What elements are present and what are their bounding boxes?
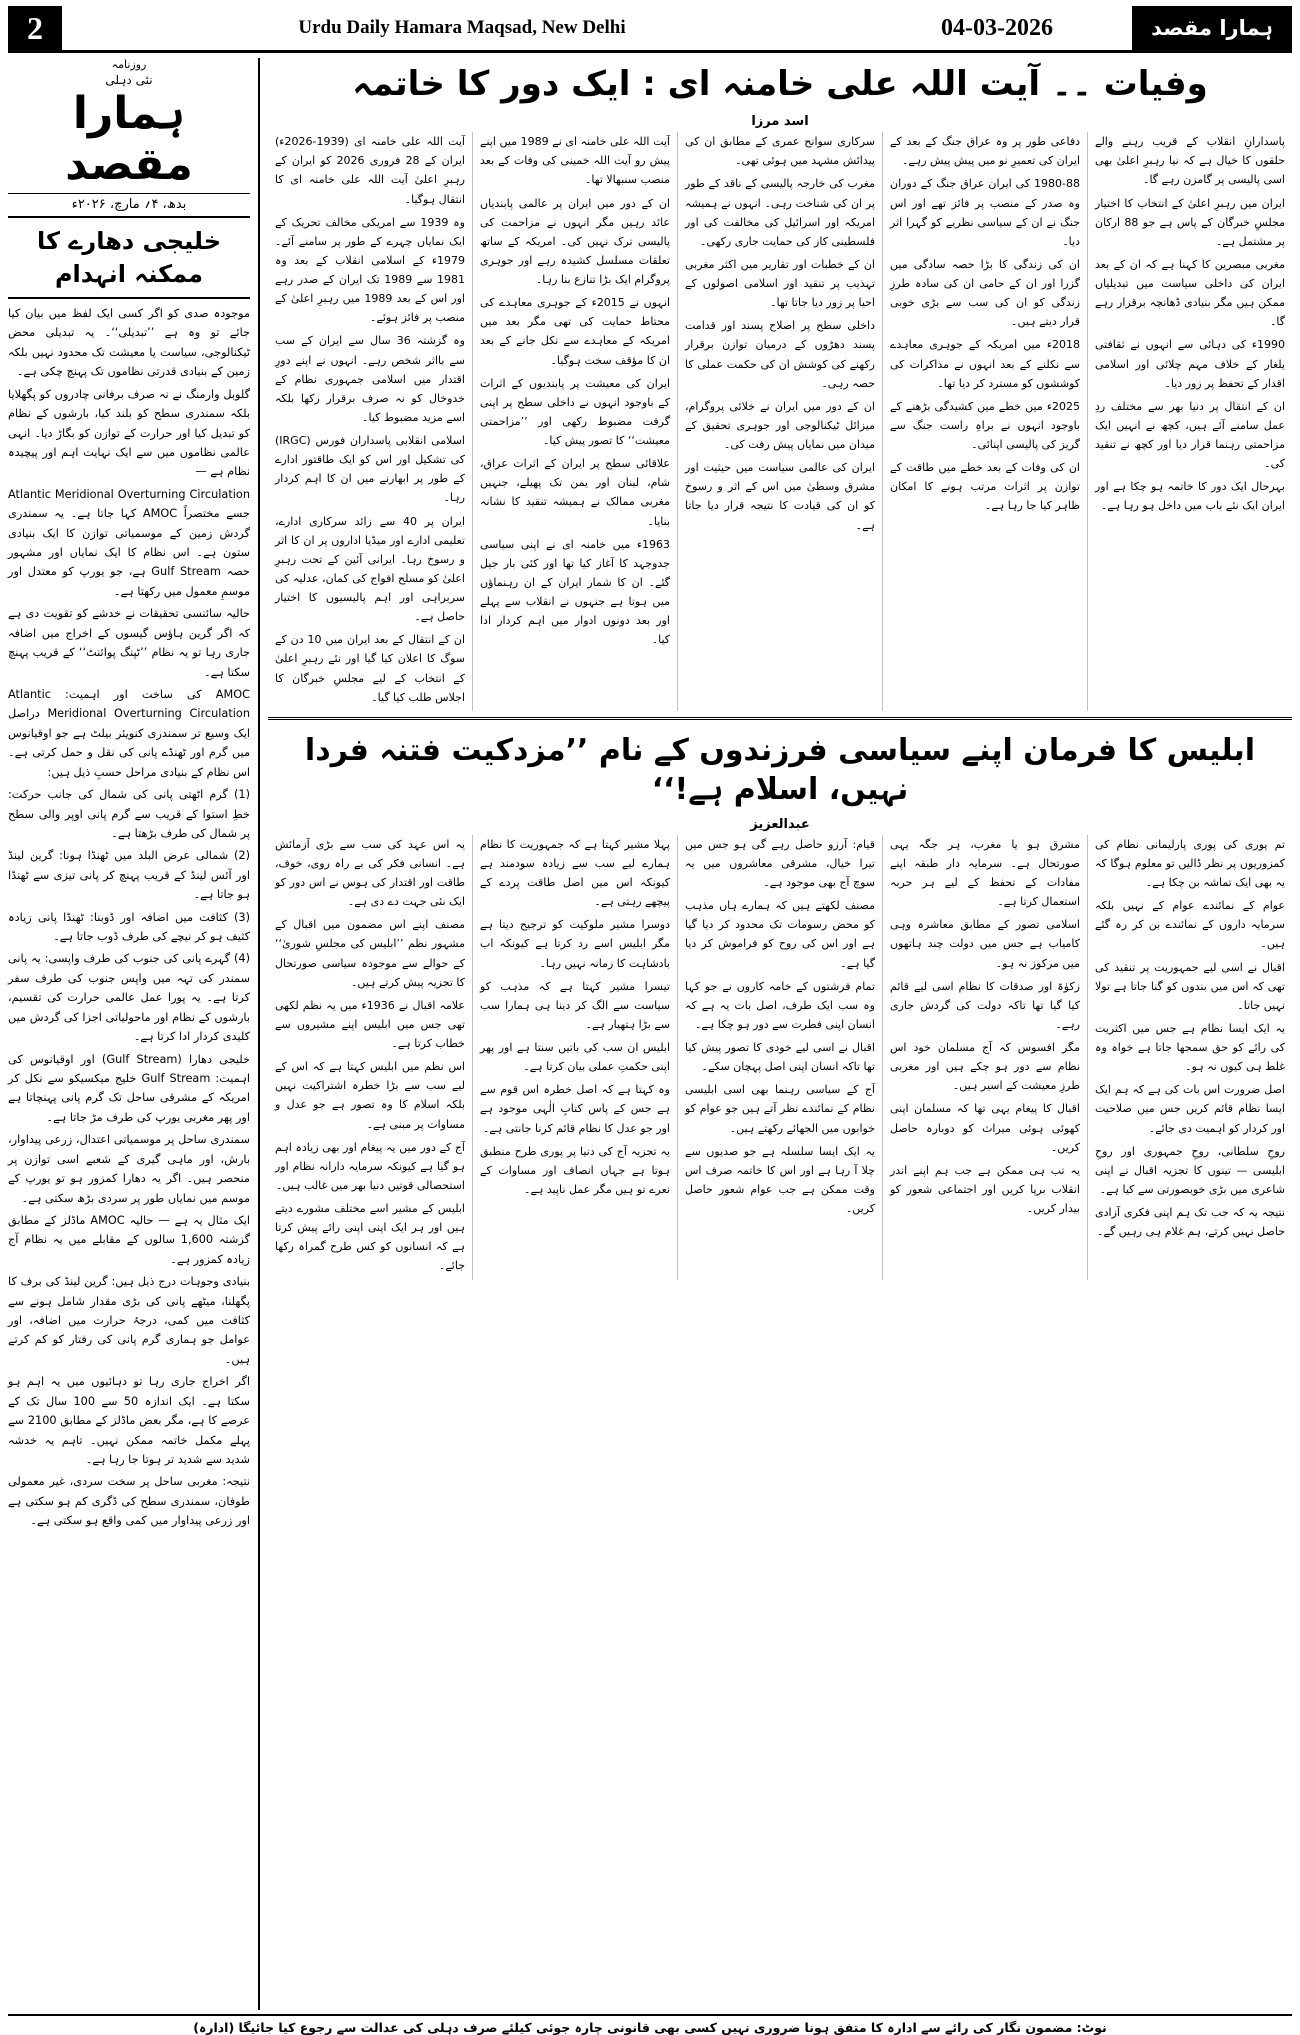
paragraph: اگر اخراج جاری رہا تو دہائیوں میں یہ اہم ہو سکتا ہے۔ ایک اندازہ 50 سے 100 سال تک کے عرصے کا ہے، مگر بعض ماڈلز کے مطابق 2100 سے پہلے مکمل خاتمہ ممکن نہیں۔ تاہم یہ خدشہ شدید سے شدید تر ہوتا جا رہا ہے۔ xyxy=(8,1375,250,1467)
article-column xyxy=(882,835,1087,1280)
article-column xyxy=(268,835,472,1280)
paragraph: (1) گرم اٹھتی پانی کی شمال کی جانب حرکت: خطِ استوا کے قریب سے گرم پانی اوپر والی سطح پر شمال کی طرف بڑھتا ہے۔ xyxy=(8,788,250,840)
paragraph: 2018ء میں امریکہ کے جوہری معاہدے سے نکلنے کے بعد انہوں نے مذاکرات کی کوششوں کو مسترد کر دیا تھا۔ xyxy=(890,338,1080,390)
paragraph: عوام کے نمائندے عوام کے نہیں بلکہ سرمایہ داروں کے نمائندے بن کر رہ گئے ہیں۔ xyxy=(1095,899,1285,951)
paragraph: تمام فرشتوں کے خامہ کاروں نے جو کہا وہ سب ایک طرف، اصل بات یہ ہے کہ انسان اپنی فطرت سے دور ہو چکا ہے۔ xyxy=(685,979,875,1031)
nameplate-city: نئی دہلی xyxy=(105,73,153,87)
rail-article-body xyxy=(8,304,250,1531)
paragraph: وہ 1939 سے امریکی مخالف تحریک کے ایک نمایاں چہرے کے طور پر سامنے آئے۔ 1979ء کے اسلامی انقلاب کے بعد وہ 1981 سے 1989 تک ایران کے صدر رہے اور اس کے بعد 1989 میں رہبرِ اعلیٰ کے منصب پر فائز ہوئے۔ xyxy=(275,215,465,325)
paragraph: 1963ء میں خامنہ ای نے اپنی سیاسی جدوجہد کا آغاز کیا تھا اور کئی بار جیل گئے۔ ان کا شمار ایران کے ان رہنماؤں میں ہوتا ہے جنہوں نے انقلاب سے پہلے اور بعد دونوں ادوار میں اہم کردار ادا کیا۔ xyxy=(480,537,670,647)
paragraph: وہ گزشتہ 36 سال سے ایران کے سب سے بااثر شخص رہے۔ انہوں نے اپنے دورِ اقتدار میں اسلامی جمہوری نظام کے خدوخال کو نہ صرف برقرار رکھا بلکہ اسے مزید مضبوط کیا۔ xyxy=(275,334,465,424)
paragraph: یہ تجزیہ آج کی دنیا پر پوری طرح منطبق ہوتا ہے جہاں انصاف اور مساوات کے نعرے تو ہیں مگر عمل ناپید ہے۔ xyxy=(480,1144,670,1196)
masthead-bar xyxy=(8,6,1292,53)
paragraph: یہ اس عہد کی سب سے بڑی آزمائش ہے۔ انسانی فکر کی بے راہ روی، خوف، طاقت اور اقتدار کی ہوس نے اس دور کو ایک نئی جہت دے دی ہے۔ xyxy=(275,837,465,909)
paragraph: دفاعی طور پر وہ عراق جنگ کے بعد کے ایران کی تعمیرِ نو میں پیش پیش رہے۔ xyxy=(890,135,1080,168)
paragraph: اصل ضرورت اس بات کی ہے کہ ہم ایک ایسا نظام قائم کریں جس میں صلاحیت اور کردار کو اہمیت دی جائے۔ xyxy=(1095,1083,1285,1135)
article-headline: وفیات ۔۔ آیت اللہ علی خامنہ ای : ایک دور کا خاتمہ xyxy=(352,64,1208,104)
page-body xyxy=(8,58,1292,2010)
paragraph: مغرب کی خارجہ پالیسی کے ناقد کے طور پر ان کی شناخت رہی۔ انہوں نے ہمیشہ امریکہ اور اسرائیل کی مخالفت کی اور فلسطینی کاز کی حمایت جاری رکھی۔ xyxy=(685,177,875,248)
paragraph: 1990ء کی دہائی سے انہوں نے ثقافتی یلغار کے خلاف مہم چلائی اور اسلامی اقدار کے تحفظ پر زور دیا۔ xyxy=(1095,338,1285,390)
page-number: 2 xyxy=(8,6,62,50)
paragraph: ان کے انتقال پر دنیا بھر سے مختلف ردِ عمل سامنے آئے ہیں، کچھ نے انہیں ایک مزاحمتی رہنما قرار دیا اور کچھ نے تنقید کی۔ xyxy=(1095,399,1285,471)
paragraph: دوسرا مشیر ملوکیت کو ترجیح دیتا ہے مگر ابلیس اسے رد کرتا ہے کیونکہ اب بادشاہت کا زمانہ نہیں رہا۔ xyxy=(480,918,670,970)
paragraph: ان کے انتقال کے بعد ایران میں 10 دن کے سوگ کا اعلان کیا گیا اور نئے رہبرِ اعلیٰ کے انتخاب کے لیے مجلسِ خبرگان کا اجلاس طلب کیا گیا۔ xyxy=(275,633,466,704)
paragraph: اقبال نے اسی لیے خودی کا تصور پیش کیا تھا تاکہ انسان اپنی اصل پہچان سکے۔ xyxy=(685,1041,875,1074)
paragraph: وہ کہتا ہے کہ اصل خطرہ اس قوم سے ہے جس کے پاس کتابِ الٰہی موجود ہے اور جو عدل کا نظام قائم کرنا جانتی ہے۔ xyxy=(480,1083,670,1135)
paragraph: ابلیس ان سب کی باتیں سنتا ہے اور پھر اپنی حکمتِ عملی بیان کرتا ہے۔ xyxy=(480,1041,670,1074)
paragraph: ان کے خطبات اور تقاریر میں اکثر مغربی تہذیب پر تنقید اور اسلامی اصولوں کے احیا پر زور دیا جاتا تھا۔ xyxy=(685,257,875,310)
article-obituary xyxy=(268,58,1292,720)
paragraph: مصنف اپنے اس مضمون میں اقبال کے مشہور نظم ’’ابلیس کی مجلسِ شوریٰ‘‘ کے حوالے سے موجودہ سیاسی صورتحال کا تجزیہ پیش کرتے ہیں۔ xyxy=(275,918,465,989)
paragraph: ایران پر 40 سے زائد سرکاری ادارے، تعلیمی ادارے اور میڈیا اداروں پر ان کا اثر و رسوخ رہا۔ ایرانی آئین کے تحت رہبرِ اعلیٰ کو مسلح افواج کی کمان، عدلیہ کی سربراہی اور اہم پالیسیوں کا اختیار حاصل ہے۔ xyxy=(275,514,466,624)
paper-title-latin: Urdu Daily Hamara Maqsad, New Delhi xyxy=(298,17,626,38)
paragraph: یہ تب ہی ممکن ہے جب ہم اپنے اندر انقلاب برپا کریں اور اجتماعی شعور کو بیدار کریں۔ xyxy=(890,1163,1080,1216)
paragraph: ایک مثال یہ ہے — حالیہ AMOC ماڈلز کے مطابق گزشتہ 1,600 سالوں کے مقابلے میں یہ نظام آج زیادہ کمزور ہے۔ xyxy=(8,1213,250,1266)
nameplate xyxy=(8,58,250,218)
paragraph: سرکاری سوانح عمری کے مطابق ان کی پیدائش مشہد میں ہوئی تھی۔ xyxy=(685,135,875,168)
paragraph: 2025ء میں خطے میں کشیدگی بڑھنے کے باوجود انہوں نے براہِ راست جنگ سے گریز کی پالیسی اپنائی۔ xyxy=(890,399,1080,452)
article-column xyxy=(268,132,472,711)
nameplate-title: ہمارا مقصد xyxy=(65,88,193,190)
paragraph: قیام: آرزو حاصل رہے گی ہو جس میں تیرا خیال، مشرقی معاشروں میں یہ سوچ آج بھی موجود ہے۔ xyxy=(685,837,875,890)
article-column xyxy=(677,835,882,1280)
nameplate-rail xyxy=(8,58,260,2010)
paragraph: آج کے دور میں یہ پیغام اور بھی زیادہ اہم ہو گیا ہے کیونکہ سرمایہ دارانہ نظام اور استحصالی قوتیں دنیا بھر میں غالب ہیں۔ xyxy=(275,1140,465,1192)
paragraph: موجودہ صدی کو اگر کسی ایک لفظ میں بیان کیا جائے تو وہ ہے ’’تبدیلی‘‘۔ یہ تبدیلی محض ٹیکنالوجی، سیاست یا معیشت تک محدود نہیں بلکہ زمین کے بنیادی قدرتی نظاموں تک پہنچ چکی ہے۔ xyxy=(8,306,250,379)
paragraph: اسلامی انقلابی پاسداران فورس (IRGC) کی تشکیل اور اس کو ایک طاقتور ادارے کے طور پر ابھارنے میں ان کا اہم کردار رہا۔ xyxy=(275,434,465,505)
paragraph: ان کی زندگی کا بڑا حصہ سادگی میں گزرا اور ان کے حامی ان کی سادہ طرزِ زندگی کو ان کی سب سے بڑی خوبی قرار دیتے ہیں۔ xyxy=(890,257,1080,329)
article-column xyxy=(472,132,677,711)
paragraph: اسلامی تصور کے مطابق معاشرہ وہی کامیاب ہے جس میں دولت چند ہاتھوں میں مرکوز نہ ہو۔ xyxy=(890,918,1080,970)
paragraph: نتیجہ یہ کہ جب تک ہم اپنی فکری آزادی حاصل نہیں کرتے، ہم غلام ہی رہیں گے۔ xyxy=(1095,1206,1285,1239)
paragraph: روحِ سلطانی، روحِ جمہوری اور روحِ ابلیسی — تینوں کا تجزیہ اقبال نے اپنی شاعری میں بڑی خوبصورتی سے کیا ہے۔ xyxy=(1095,1144,1285,1196)
paragraph: ایران کی عالمی سیاست میں حیثیت اور مشرق وسطیٰ میں اس کے اثر و رسوخ کو ان کی قیادت کا نتیجہ قرار دیا جاتا ہے۔ xyxy=(685,461,875,532)
paragraph: اس نظم میں ابلیس کہتا ہے کہ اس کے لیے سب سے بڑا خطرہ اشتراکیت نہیں بلکہ اسلام کا وہ تصور ہے جو عدل و مساوات پر مبنی ہے۔ xyxy=(275,1060,465,1131)
paragraph: آیت اللہ علی خامنہ ای (1939-2026ء) ایران کے 28 فروری 2026 کو ایران کے رہبرِ اعلیٰ آیت اللہ علی خامنہ ای کا انتقال ہوگیا۔ xyxy=(275,135,465,206)
paragraph: یہ ایک ایسا نظام ہے جس میں اکثریت کی رائے کو حق سمجھا جاتا ہے خواہ وہ غلط ہی کیوں نہ ہو۔ xyxy=(1095,1021,1285,1074)
paragraph: ایران میں رہبرِ اعلیٰ کے انتخاب کا اختیار مجلسِ خبرگان کے پاس ہے جو 88 ارکان پر مشتمل ہے۔ xyxy=(1095,196,1286,248)
article-iblees xyxy=(268,727,1292,2003)
paragraph: مشرق ہو یا مغرب، ہر جگہ یہی صورتحال ہے۔ سرمایہ دار طبقہ اپنے مفادات کے تحفظ کے لیے ہر حربہ استعمال کرتا ہے۔ xyxy=(890,837,1080,909)
rail-article-headline: خلیجی دھارے کا ممکنہ انہدام xyxy=(8,218,250,299)
paragraph: آیت اللہ علی خامنہ ای نے 1989 میں اپنے پیش رو آیت اللہ خمینی کی وفات کے بعد منصب سنبھالا تھا۔ xyxy=(480,135,670,187)
paragraph: (2) شمالی عرض البلد میں ٹھنڈا ہونا: گرین لینڈ اور آئس لینڈ کے قریب پہنچ کر پانی تیزی سے ٹھنڈا ہو جاتا ہے۔ xyxy=(8,849,250,902)
paragraph: علامہ اقبال نے 1936ء میں یہ نظم لکھی تھی جس میں ابلیس اپنے مشیروں سے خطاب کرتا ہے۔ xyxy=(275,998,465,1051)
paragraph: ان کی وفات کے بعد خطے میں طاقت کے توازن پر اثرات مرتب ہونے کا امکان ظاہر کیا جا رہا ہے۔ xyxy=(890,461,1080,513)
paragraph: بنیادی وجوہات درج ذیل ہیں: گرین لینڈ کی برف کا پگھلنا، میٹھے پانی کی بڑی مقدار شامل ہونے سے کثافت میں کمی، درجۂ حرارت میں اضافہ، اور عوامل جو ہماری گرم پانی کی رفتار کو کم کرتے ہیں۔ xyxy=(8,1275,250,1366)
masthead-logo xyxy=(1132,6,1292,50)
paragraph: خلیجی دھارا (Gulf Stream) اور اوقیانوس کی اہمیت: Gulf Stream خلیج میکسیکو سے نکل کر امریکہ کے مشرقی ساحل تک گرم پانی پہنچاتا ہے اور پھر مغربی یورپ کی طرف مڑ جاتا ہے۔ xyxy=(8,1052,250,1124)
paragraph: (4) گہرے پانی کی جنوب کی طرف واپسی: یہ پانی سمندر کی تہہ میں واپس جنوب کی طرف سفر کرتا ہے۔ یہ پورا عمل عالمی حرارت کی تقسیم، بارشوں کے نظام اور ماحولیاتی اجزا کی گردش میں کلیدی کردار ادا کرتا ہے۔ xyxy=(8,952,250,1044)
paragraph: پاسدارانِ انقلاب کے قریب رہنے والے حلقوں کا خیال ہے کہ نیا رہبرِ اعلیٰ بھی اسی پالیسی پر گامزن رہے گا۔ xyxy=(1095,135,1285,187)
article-column xyxy=(882,132,1087,711)
paragraph: یہ ایک ایسا سلسلہ ہے جو صدیوں سے چلا آ رہا ہے اور اس کا خاتمہ صرف اس وقت ممکن ہے جب عوام شعور حاصل کریں۔ xyxy=(685,1144,875,1216)
article-byline: عبدالعزیز xyxy=(750,816,810,832)
article-column xyxy=(677,132,882,711)
paragraph: گلوبل وارمنگ نے نہ صرف برفانی چادروں کو پگھلایا بلکہ سمندری سطح کو بلند کیا، بارشوں کے نظام کو تبدیل کیا اور حرارت کے توازن کو بگاڑ دیا۔ انہی عالمی نظاموں میں سے ایک نہایت اہم اور پیچیدہ نظام ہے — xyxy=(8,387,250,479)
paragraph: مغربی مبصرین کا کہنا ہے کہ ان کے بعد ایران کی داخلی سیاست میں تبدیلیاں ممکن ہیں مگر بنیادی ڈھانچہ برقرار رہے گا۔ xyxy=(1095,257,1285,329)
paragraph: بہرحال ایک دور کا خاتمہ ہو چکا ہے اور ایران ایک نئے باب میں داخل ہو رہا ہے۔ xyxy=(1095,480,1285,513)
paragraph: AMOC کی ساخت اور اہمیت: Atlantic Meridional Overturning Circulation دراصل ایک وسیع تر سمندری کنویئر بیلٹ ہے جو اوقیانوس میں گرم اور ٹھنڈے پانی کی نقل و حمل کرتی ہے۔ اس نظام کے بنیادی مراحل حسبِ ذیل ہیں: xyxy=(8,687,250,779)
paragraph: نتیجہ: مغربی ساحل پر سخت سردی، غیر معمولی طوفان، سمندری سطح کی ڈگری کم ہو سکتی ہے اور زرعی پیداوار میں کمی واقع ہو سکتی ہے۔ xyxy=(8,1475,250,1528)
paragraph: 1980-88 کی ایران عراق جنگ کے دوران وہ صدر کے منصب پر فائز تھے اور اس جنگ نے ان کے سیاسی نظریے کو گہرا اثر دیا۔ xyxy=(890,177,1080,248)
article-column xyxy=(1087,835,1292,1280)
paragraph: ان کے دور میں ایران پر عالمی پابندیاں عائد رہیں مگر انہوں نے مزاحمت کی پالیسی ترک نہیں کی۔ امریکہ کے ساتھ تعلقات مسلسل کشیدہ رہے اور جوہری پروگرام ایک بڑا تنازع بنا رہا۔ xyxy=(480,196,670,287)
article-headline: ابلیس کا فرمان اپنے سیاسی فرزندوں کے نام ’’مزدکیت فتنہ فردا نہیں، اسلام ہے!‘‘ xyxy=(304,732,1256,807)
paragraph: علاقائی سطح پر ایران کے اثرات عراق، شام، لبنان اور یمن تک پھیلے، جنہیں مغربی ممالک نے ہمیشہ تنقید کا نشانہ بنایا۔ xyxy=(480,457,670,528)
nameplate-date: بدھ، ۴؍ مارچ، ۲۰۲۶ء xyxy=(8,193,250,212)
paragraph: مگر افسوس کہ آج مسلمان خود اس نظام سے دور ہو چکے ہیں اور مغربی طرزِ معیشت کے اسیر ہیں۔ xyxy=(890,1041,1080,1093)
paragraph: Atlantic Meridional Overturning Circulation جسے مختصراً AMOC کہا جاتا ہے۔ یہ سمندری گردش زمین کے موسمیاتی توازن کا ایک بنیادی ستون ہے۔ اس نظام کا ایک نمایاں اور مشہور حصہ Gulf Stream ہے، جو یورپ کو معتدل اور موسمِ معمول میں رکھتا ہے۔ xyxy=(8,487,250,598)
paragraph: ابلیس کے مشیر اسے مختلف مشورے دیتے ہیں اور ہر ایک اپنی اپنی رائے پیش کرتا ہے کہ انسانوں کو کس طرح گمراہ رکھا جائے۔ xyxy=(275,1202,465,1273)
article-column xyxy=(472,835,677,1280)
paragraph: ان کے دور میں ایران نے خلائی پروگرام، میزائل ٹیکنالوجی اور جوہری تحقیق کے میدان میں نمایاں پیش رفت کی۔ xyxy=(685,399,875,452)
article-byline: اسد مرزا xyxy=(751,114,809,130)
masthead-logo-text: ہمارا مقصد xyxy=(1151,16,1273,40)
paragraph: مصنف لکھتے ہیں کہ ہمارے ہاں مذہب کو محض رسومات تک محدود کر دیا گیا ہے اور اس کی روح کو فراموش کر دیا گیا ہے۔ xyxy=(685,899,875,970)
article-columns xyxy=(268,835,1292,1280)
paragraph: تم پوری کی پوری پارلیمانی نظام کی کمزوریوں پر نظر ڈالیں تو معلوم ہوگا کہ یہ بھی ایک تماشہ بن چکا ہے۔ xyxy=(1095,837,1285,890)
paragraph: پہلا مشیر کہتا ہے کہ جمہوریت کا نظام ہمارے لیے سب سے زیادہ سودمند ہے کیونکہ اس میں اصل طاقت پردے کے پیچھے رہتی ہے۔ xyxy=(480,837,670,909)
paragraph: اقبال کا پیغام یہی تھا کہ مسلمان اپنی کھوئی ہوئی میراث کو دوبارہ حاصل کریں۔ xyxy=(890,1102,1080,1154)
footer-disclaimer: نوٹ: مضمون نگار کی رائے سے ادارہ کا متفق ہونا ضروری نہیں کسی بھی قانونی چارہ جوئی کیلئے صرف دہلی کی عدالت سے رجوع کیا جائیگا (ادارہ) xyxy=(8,2014,1292,2035)
article-columns xyxy=(268,132,1292,711)
paragraph: ایران کی معیشت پر پابندیوں کے اثرات کے باوجود انہوں نے داخلی سطح پر اپنی گرفت مضبوط رکھی اور ’’مزاحمتی معیشت‘‘ کا تصور پیش کیا۔ xyxy=(480,376,670,448)
paragraph: انہوں نے 2015ء کے جوہری معاہدے کی محتاط حمایت کی تھی مگر بعد میں امریکہ کے معاہدے سے نکل جانے کے بعد ان کا مؤقف سخت ہوگیا۔ xyxy=(480,296,671,367)
issue-date: 04-03-2026 xyxy=(941,14,1053,41)
articles-zone xyxy=(266,58,1292,2010)
paragraph: حالیہ سائنسی تحقیقات نے خدشے کو تقویت دی ہے کہ اگر گرین ہاؤس گیسوں کے اخراج میں اضافہ جاری رہا تو یہ نظام ’’ٹپنگ پوائنٹ‘‘ کے قریب پہنچ سکتا ہے۔ xyxy=(8,607,250,679)
nameplate-kicker: روزنامہ xyxy=(111,58,147,71)
paragraph: آج کے سیاسی رہنما بھی اسی ابلیسی نظام کے نمائندے نظر آتے ہیں جو عوام کو خوابوں میں الجھائے رکھتے ہیں۔ xyxy=(685,1083,875,1135)
paragraph: (3) کثافت میں اضافہ اور ڈوبنا: ٹھنڈا پانی زیادہ کثیف ہو کر نیچے کی طرف ڈوب جاتا ہے۔ xyxy=(8,910,250,944)
paragraph: تیسرا مشیر کہتا ہے کہ مذہب کو سیاست سے الگ کر دینا ہی ہمارا سب سے بڑا ہتھیار ہے۔ xyxy=(480,979,670,1031)
paragraph: زکوٰۃ اور صدقات کا نظام اسی لیے قائم کیا گیا تھا تاکہ دولت کی گردش جاری رہے۔ xyxy=(890,979,1080,1031)
article-column xyxy=(1087,132,1292,711)
paragraph: سمندری ساحل پر موسمیاتی اعتدال، زرعی پیداوار، بارش، اور ماہی گیری کے شعبے اسی توازن پر منحصر ہیں۔ اگر یہ دھارا کمزور ہو تو یورپ کے موسم میں نمایاں طور پر سردی بڑھ سکتی ہے۔ xyxy=(8,1133,250,1205)
paragraph: اقبال نے اسی لیے جمہوریت پر تنقید کی تھی کہ اس میں بندوں کو گنا جاتا ہے تولا نہیں جاتا۔ xyxy=(1095,960,1285,1012)
paragraph: داخلی سطح پر اصلاح پسند اور قدامت پسند دھڑوں کے درمیان توازن برقرار رکھنے کی کوشش ان کی حکمت عملی کا حصہ رہی۔ xyxy=(685,319,875,390)
